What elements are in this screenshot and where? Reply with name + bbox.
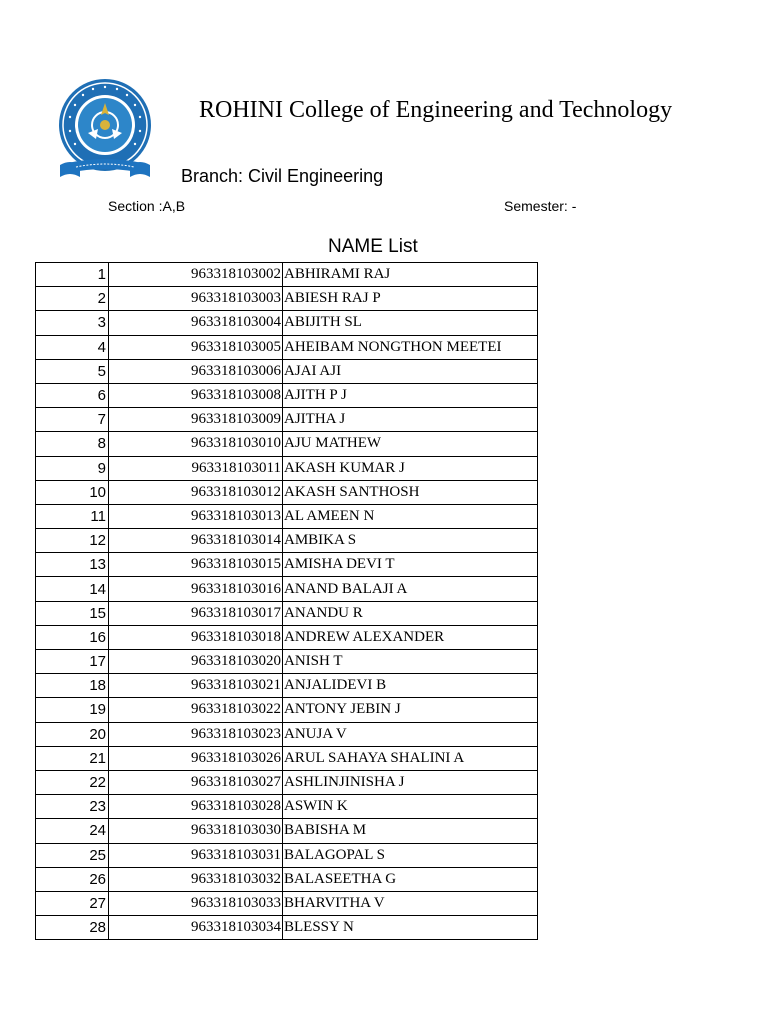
semester-label: Semester: - [504, 198, 577, 214]
table-row [36, 674, 538, 698]
register-number-cell: 963318103015 [109, 553, 283, 577]
serial-number-cell: 13 [36, 553, 109, 577]
register-number-cell: 963318103032 [109, 867, 283, 891]
register-number-cell: 963318103014 [109, 529, 283, 553]
serial-number-cell: 7 [36, 408, 109, 432]
register-number-cell: 963318103013 [109, 504, 283, 528]
student-name-cell: ANJALIDEVI B [283, 674, 538, 698]
table-row [36, 891, 538, 915]
serial-number-cell: 6 [36, 383, 109, 407]
serial-number-cell: 15 [36, 601, 109, 625]
register-number-cell: 963318103026 [109, 746, 283, 770]
student-name-cell: ANUJA V [283, 722, 538, 746]
serial-number-cell: 8 [36, 432, 109, 456]
table-row [36, 843, 538, 867]
college-seal-icon [54, 73, 156, 185]
student-name-cell: AMISHA DEVI T [283, 553, 538, 577]
table-row [36, 504, 538, 528]
serial-number-cell: 1 [36, 263, 109, 287]
student-name-cell: AHEIBAM NONGTHON MEETEI [283, 335, 538, 359]
table-row [36, 577, 538, 601]
student-name-cell: ANISH T [283, 650, 538, 674]
branch-label: Branch: Civil Engineering [181, 166, 384, 186]
serial-number-cell: 23 [36, 795, 109, 819]
register-number-cell: 963318103021 [109, 674, 283, 698]
student-name-cell: ANAND BALAJI A [283, 577, 538, 601]
student-name-cell: AMBIKA S [283, 529, 538, 553]
serial-number-cell: 21 [36, 746, 109, 770]
serial-number-cell: 19 [36, 698, 109, 722]
serial-number-cell: 26 [36, 867, 109, 891]
table-row [36, 746, 538, 770]
register-number-cell: 963318103003 [109, 287, 283, 311]
table-row [36, 359, 538, 383]
register-number-cell: 963318103005 [109, 335, 283, 359]
student-name-cell: BALASEETHA G [283, 867, 538, 891]
serial-number-cell: 27 [36, 891, 109, 915]
table-row [36, 335, 538, 359]
register-number-cell: 963318103012 [109, 480, 283, 504]
student-name-cell: AL AMEEN N [283, 504, 538, 528]
register-number-cell: 963318103008 [109, 383, 283, 407]
serial-number-cell: 3 [36, 311, 109, 335]
serial-number-cell: 16 [36, 625, 109, 649]
college-name: ROHINI College of Engineering and Technology [199, 97, 673, 123]
student-name-cell: ANTONY JEBIN J [283, 698, 538, 722]
table-row [36, 383, 538, 407]
student-name-cell: BHARVITHA V [283, 891, 538, 915]
serial-number-cell: 20 [36, 722, 109, 746]
section-label: Section :A,B [108, 198, 186, 214]
register-number-cell: 963318103027 [109, 770, 283, 794]
table-row [36, 311, 538, 335]
student-name-cell: AKASH SANTHOSH [283, 480, 538, 504]
serial-number-cell: 22 [36, 770, 109, 794]
table-row [36, 263, 538, 287]
register-number-cell: 963318103034 [109, 916, 283, 940]
student-name-cell: BALAGOPAL S [283, 843, 538, 867]
student-name-cell: ASWIN K [283, 795, 538, 819]
serial-number-cell: 9 [36, 456, 109, 480]
student-name-cell: AJAI AJI [283, 359, 538, 383]
student-name-cell: AJU MATHEW [283, 432, 538, 456]
register-number-cell: 963318103006 [109, 359, 283, 383]
register-number-cell: 963318103004 [109, 311, 283, 335]
register-number-cell: 963318103020 [109, 650, 283, 674]
register-number-cell: 963318103030 [109, 819, 283, 843]
table-row [36, 795, 538, 819]
table-row [36, 770, 538, 794]
serial-number-cell: 24 [36, 819, 109, 843]
student-name-cell: ASHLINJINISHA J [283, 770, 538, 794]
register-number-cell: 963318103028 [109, 795, 283, 819]
serial-number-cell: 10 [36, 480, 109, 504]
student-name-cell: BABISHA M [283, 819, 538, 843]
table-row [36, 432, 538, 456]
register-number-cell: 963318103002 [109, 263, 283, 287]
register-number-cell: 963318103023 [109, 722, 283, 746]
table-row [36, 601, 538, 625]
table-row [36, 722, 538, 746]
table-row [36, 625, 538, 649]
table-row [36, 287, 538, 311]
student-name-cell: AJITH P J [283, 383, 538, 407]
register-number-cell: 963318103017 [109, 601, 283, 625]
table-row [36, 650, 538, 674]
register-number-cell: 963318103016 [109, 577, 283, 601]
table-row [36, 698, 538, 722]
list-title: NAME List [328, 236, 418, 257]
student-name-table [35, 262, 538, 940]
serial-number-cell: 4 [36, 335, 109, 359]
student-name-cell: AJITHA J [283, 408, 538, 432]
table-row [36, 553, 538, 577]
register-number-cell: 963318103010 [109, 432, 283, 456]
serial-number-cell: 5 [36, 359, 109, 383]
serial-number-cell: 17 [36, 650, 109, 674]
serial-number-cell: 25 [36, 843, 109, 867]
serial-number-cell: 2 [36, 287, 109, 311]
register-number-cell: 963318103022 [109, 698, 283, 722]
register-number-cell: 963318103011 [109, 456, 283, 480]
serial-number-cell: 14 [36, 577, 109, 601]
register-number-cell: 963318103033 [109, 891, 283, 915]
student-name-cell: ABHIRAMI RAJ [283, 263, 538, 287]
student-name-cell: ABIESH RAJ P [283, 287, 538, 311]
table-row [36, 867, 538, 891]
student-name-cell: ARUL SAHAYA SHALINI A [283, 746, 538, 770]
serial-number-cell: 28 [36, 916, 109, 940]
serial-number-cell: 12 [36, 529, 109, 553]
register-number-cell: 963318103018 [109, 625, 283, 649]
serial-number-cell: 18 [36, 674, 109, 698]
table-row [36, 916, 538, 940]
serial-number-cell: 11 [36, 504, 109, 528]
student-name-cell: ANANDU R [283, 601, 538, 625]
student-name-cell: BLESSY N [283, 916, 538, 940]
table-row [36, 819, 538, 843]
student-name-cell: AKASH KUMAR J [283, 456, 538, 480]
table-row [36, 456, 538, 480]
table-row [36, 529, 538, 553]
register-number-cell: 963318103009 [109, 408, 283, 432]
table-row [36, 480, 538, 504]
college-logo [54, 73, 156, 185]
student-name-cell: ABIJITH SL [283, 311, 538, 335]
register-number-cell: 963318103031 [109, 843, 283, 867]
table-row [36, 408, 538, 432]
student-name-cell: ANDREW ALEXANDER [283, 625, 538, 649]
